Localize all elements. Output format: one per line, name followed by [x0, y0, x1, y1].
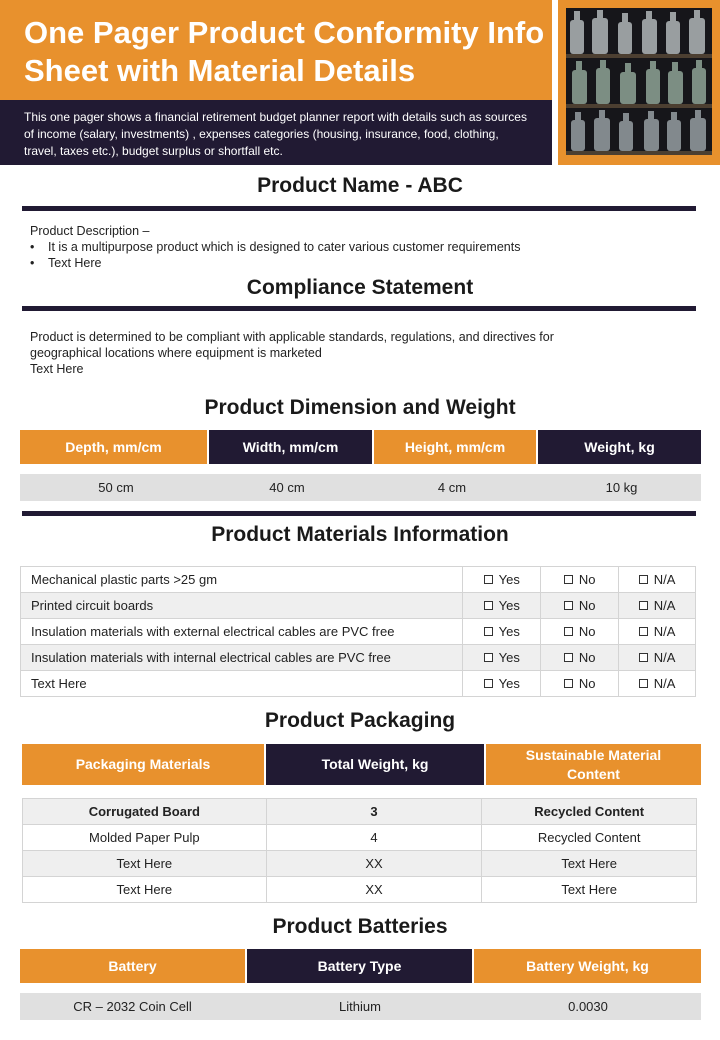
divider: [22, 511, 696, 516]
checkbox-icon: [564, 653, 573, 662]
compliance-line: geographical locations where equipment is marketed: [30, 346, 322, 360]
battery-type-value: Lithium: [339, 999, 381, 1014]
table-row: [23, 825, 697, 851]
batteries-header: [20, 949, 701, 983]
option-no[interactable]: No: [541, 645, 619, 671]
table-row: [21, 593, 696, 619]
checkbox-icon: [564, 627, 573, 636]
battery-header: Battery: [20, 949, 245, 983]
option-na[interactable]: N/A: [619, 567, 696, 593]
materials-title: Product Materials Information: [211, 523, 509, 546]
page-header: [0, 0, 720, 165]
materials-table: [20, 566, 696, 697]
table-row: [23, 851, 697, 877]
photo-frame: [558, 0, 720, 165]
height-value: 4 cm: [437, 480, 467, 495]
checkbox-icon: [484, 653, 493, 662]
sustainable-content-header: Sustainable Material Content: [486, 744, 701, 785]
table-row: [23, 799, 697, 825]
checkbox-icon: [639, 601, 648, 610]
dimensions-values: [20, 474, 701, 501]
weight-value: 10 kg: [605, 480, 638, 495]
packaging-table: [22, 798, 697, 903]
material-item: Mechanical plastic parts >25 gm: [21, 567, 463, 593]
table-row: [21, 567, 696, 593]
checkbox-icon: [639, 627, 648, 636]
checkbox-icon: [639, 653, 648, 662]
title-band: [0, 0, 552, 100]
checkbox-icon: [564, 575, 573, 584]
batteries-title: Product Batteries: [272, 915, 448, 938]
checkbox-icon: [564, 679, 573, 688]
option-no[interactable]: No: [541, 619, 619, 645]
packaging-content: Text Here: [482, 877, 697, 903]
depth-value: 50 cm: [98, 480, 134, 495]
option-no[interactable]: No: [541, 671, 619, 697]
packaging-weight: 3: [266, 799, 482, 825]
option-yes[interactable]: Yes: [463, 645, 541, 671]
batteries-values: [20, 993, 701, 1020]
material-item: Printed circuit boards: [21, 593, 463, 619]
checkbox-icon: [484, 601, 493, 610]
packaging-material: Molded Paper Pulp: [23, 825, 267, 851]
table-row: [21, 671, 696, 697]
compliance-line: Product is determined to be compliant with applicable standards, regulations, and directives for: [30, 330, 554, 344]
option-yes[interactable]: Yes: [463, 593, 541, 619]
option-no[interactable]: No: [541, 567, 619, 593]
packaging-content: Recycled Content: [482, 825, 697, 851]
checkbox-icon: [484, 679, 493, 688]
dimensions-title: Product Dimension and Weight: [204, 396, 516, 419]
product-description: [30, 223, 520, 271]
compliance-title: Compliance Statement: [246, 276, 474, 299]
bottles-photo: [566, 8, 712, 155]
packaging-material: Corrugated Board: [23, 799, 267, 825]
page-title: One Pager Product Conformity Info Sheet with Material Details: [24, 15, 545, 88]
option-yes[interactable]: Yes: [463, 671, 541, 697]
option-yes[interactable]: Yes: [463, 619, 541, 645]
packaging-weight: XX: [266, 877, 482, 903]
packaging-material: Text Here: [23, 877, 267, 903]
height-header: Height, mm/cm: [374, 430, 536, 464]
product-name: Product Name - ABC: [257, 174, 463, 197]
option-na[interactable]: N/A: [619, 671, 696, 697]
option-yes[interactable]: Yes: [463, 567, 541, 593]
packaging-material: Text Here: [23, 851, 267, 877]
total-weight-header: Total Weight, kg: [266, 744, 484, 785]
packaging-header: [22, 744, 701, 785]
option-na[interactable]: N/A: [619, 645, 696, 671]
packaging-weight: XX: [266, 851, 482, 877]
checkbox-icon: [484, 627, 493, 636]
checkbox-icon: [484, 575, 493, 584]
table-row: [23, 877, 697, 903]
packaging-content: Text Here: [482, 851, 697, 877]
material-item: Insulation materials with internal electrical cables are PVC free: [21, 645, 463, 671]
compliance-line: Text Here: [30, 362, 84, 376]
description-bullet: • Text Here: [30, 255, 520, 271]
packaging-title: Product Packaging: [264, 709, 456, 732]
dimensions-header: [20, 430, 701, 464]
material-item: Text Here: [21, 671, 463, 697]
material-item: Insulation materials with external electrical cables are PVC free: [21, 619, 463, 645]
packaging-materials-header: Packaging Materials: [22, 744, 264, 785]
width-value: 40 cm: [269, 480, 305, 495]
checkbox-icon: [564, 601, 573, 610]
checkbox-icon: [639, 575, 648, 584]
description-bullet: • It is a multipurpose product which is designed to cater various customer requirements: [30, 239, 520, 255]
page-description: This one pager shows a financial retirement budget planner report with details such as sources of income (salary, investments) , expenses categories (housing, insurance, food, clothing, travel, taxes etc.), budget surplus or shortfall etc.: [24, 110, 527, 158]
packaging-content: Recycled Content: [482, 799, 697, 825]
option-na[interactable]: N/A: [619, 593, 696, 619]
battery-value: CR – 2032 Coin Cell: [73, 999, 192, 1014]
checkbox-icon: [639, 679, 648, 688]
table-row: [21, 619, 696, 645]
packaging-weight: 4: [266, 825, 482, 851]
divider: [22, 306, 696, 311]
width-header: Width, mm/cm: [209, 430, 372, 464]
table-row: [21, 645, 696, 671]
weight-header: Weight, kg: [538, 430, 701, 464]
description-band: [0, 100, 552, 165]
battery-weight-value: 0.0030: [568, 999, 608, 1014]
compliance-statement: [30, 329, 554, 377]
divider: [22, 206, 696, 211]
battery-weight-header: Battery Weight, kg: [474, 949, 701, 983]
option-no[interactable]: No: [541, 593, 619, 619]
product-description-label: Product Description –: [30, 224, 150, 238]
option-na[interactable]: N/A: [619, 619, 696, 645]
battery-type-header: Battery Type: [247, 949, 472, 983]
depth-header: Depth, mm/cm: [20, 430, 207, 464]
